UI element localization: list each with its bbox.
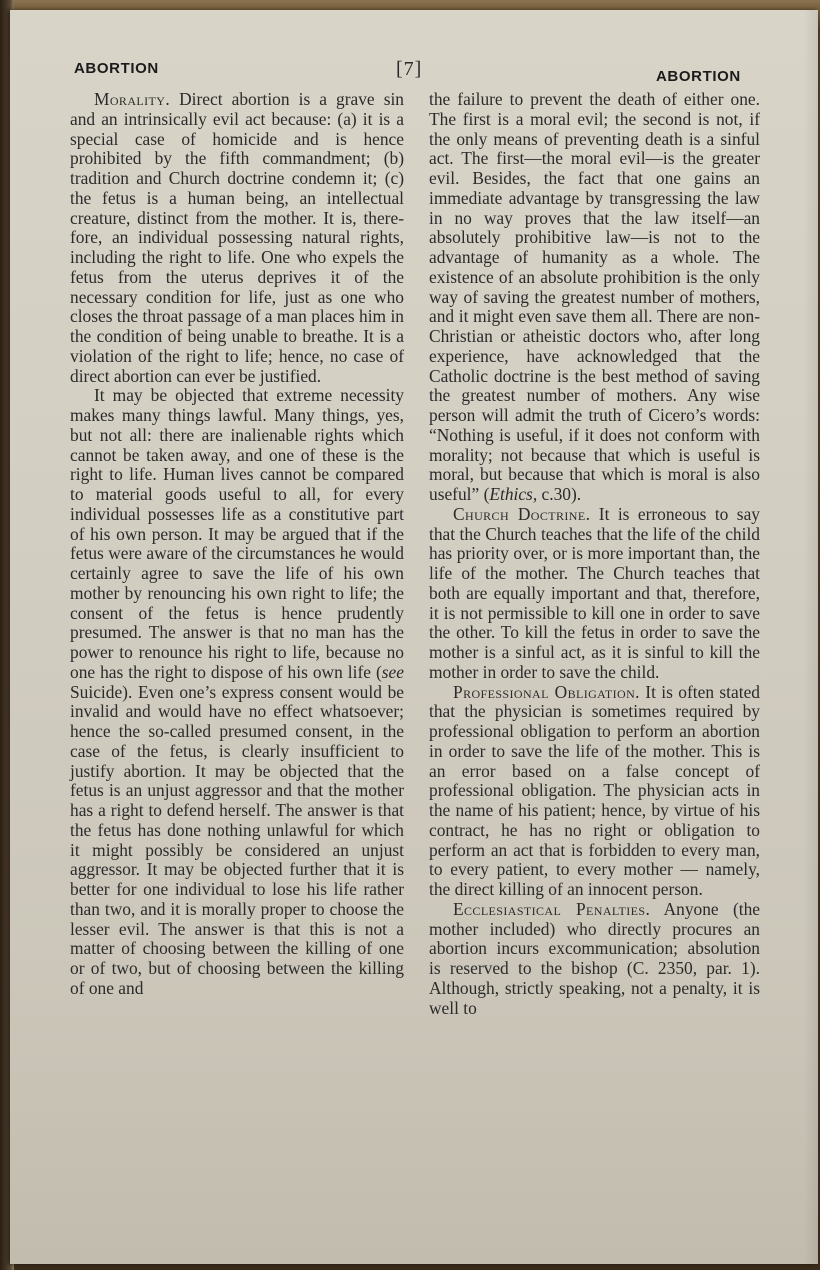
see-reference: see <box>381 661 404 682</box>
left-column <box>70 90 404 999</box>
paragraph-text: the failure to prevent the death of either one. The first is a moral evil; the second is not, if the only means of preventing death is a sinful act. The first—the moral evil—is the greater evil. Besides, the fact that one gains an immediate advantage by transgressing the law in no way proves that the law itself—an absolutely prohibitive law—is not to the advantage of humanity as a whole. The existence of an absolute prohibition is the only way of saving the greatest number of mothers, and it might even save them all. There are non-Christian or atheistic doctors who, after long experience, have acknowledged that the Catholic doctrine is the best method of saving the greatest number of mothers. Any wise person will admit the truth of Cicero’s words: “Nothing is useful, if it does not conform with morality; not because that which is useful is moral, but because that which is moral is also useful” ( <box>429 89 760 504</box>
paragraph-morality <box>70 90 404 386</box>
paragraph-continuation <box>429 90 760 505</box>
running-head-right: ABORTION <box>656 68 741 85</box>
page-number: [7] <box>396 58 423 80</box>
paragraph-text: It is often stated that the physician is sometimes required by professional obligation to perform an abortion in order to save the life of the mother. This is an error based on a false concept of professional obligation. The physician acts in the name of his patient; hence, by virtue of his contract, he has no right or obligation to perform an act that is forbidden to every man, to every patient, to every mother — namely, the direct killing of an innocent person. <box>429 681 760 899</box>
section-heading-church-doctrine: Church Doctrine. <box>453 503 591 524</box>
right-column <box>429 90 760 1018</box>
section-heading-ecclesiastical-penalties: Ecclesiastical Penalties. <box>453 898 651 919</box>
paragraph-objections <box>70 386 404 998</box>
paragraph-text: It may be objected that extreme necessity makes many things lawful. Many things, yes, but not all: there are inalienable rights which cannot be taken away, and one of these is the right to life. Human lives cannot be compared to material goods useful to all, for every individual possesses life as a constitutive part of his own person. It may be argued that if the fetus were aware of the circumstances he would certainly agree to save the life of his own mother by renouncing his own right to life; the consent of the fetus is hence prudently presumed. The answer is that no man has the power to renounce his right to life, because no one has the right to dispose of his own life ( <box>70 385 404 682</box>
ethics-citation: Ethics, <box>489 484 538 504</box>
section-heading-professional-obligation: Professional Obligation. <box>453 681 640 702</box>
section-heading-morality: Morality. <box>94 89 171 109</box>
paragraph-text: Anyone (the mother included) who directly procures an abortion incurs excommunication; absolution is reserved to the bishop (C. 2350, par. 1). Although, strictly speaking, not a penalty, it is well to <box>429 898 760 1018</box>
paragraph-ecclesiastical-penalties <box>429 900 760 1019</box>
paragraph-professional-obligation <box>429 683 760 900</box>
paragraph-text: c.30). <box>537 484 582 504</box>
paragraph-text: Direct abortion is a grave sin and an intrinsically evil act because: (a) it is a special case of homicide and is hence prohibited by the fifth commandment; (b) tradition and Church doctrine condemn it; (c) the fetus is a human being, an intellectual creature, distinct from the mother. It is, therefore, an individual possessing natural rights, including the right to life. One who expels the fetus from the uterus deprives it of the necessary condition for life, just as one who closes the throat passage of a man places him in the condition of being unable to breathe. It is a violation of the right to life; hence, no case of direct abortion can ever be justified. <box>70 89 404 386</box>
running-head-left: ABORTION <box>74 60 159 77</box>
paragraph-church-doctrine <box>429 505 760 683</box>
paragraph-text: It is erroneous to say that the Church teaches that the life of the child has priority over, or is more important than, the life of the mother. The Church teaches that both are equally important and that, therefore, it is not permissible to kill one in order to save the other. To kill the fetus in order to save the mother is a sinful act, as it is sinful to kill the mother in order to save the child. <box>429 503 760 682</box>
paragraph-text: Suicide). Even one’s express consent would be invalid and would have no effect whatsoever; hence the so-called presumed consent, in the case of the fetus, is clearly insufficient to justify abortion. It may be objected that the fetus is an unjust aggressor and that the mother has a right to defend herself. The answer is that the fetus has done nothing unlawful for which it might possibly be considered an unjust aggressor. It may be objected further that it is better for one individual to lose his life rather than two, and it is morally proper to choose the lesser evil. The answer is that this is not a matter of choosing between the killing of one or of two, but of choosing between the killing of one and <box>70 681 404 998</box>
